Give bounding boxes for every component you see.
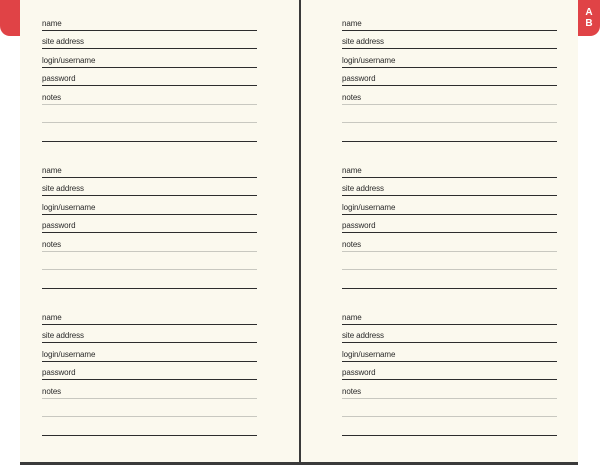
password-entry bbox=[342, 306, 557, 436]
password-field[interactable] bbox=[342, 362, 557, 381]
notes-line[interactable] bbox=[342, 123, 557, 142]
notes-label: notes bbox=[342, 239, 362, 249]
name-label: name bbox=[342, 312, 362, 322]
name-label: name bbox=[42, 312, 62, 322]
name-field[interactable] bbox=[342, 306, 557, 325]
site-address-label: site address bbox=[42, 184, 84, 193]
password-label: password bbox=[42, 221, 76, 230]
password-label: password bbox=[342, 221, 376, 230]
index-tab-left[interactable] bbox=[0, 0, 22, 36]
notes-field[interactable] bbox=[342, 380, 557, 399]
login-field[interactable] bbox=[42, 343, 257, 362]
tab-letter-a: A bbox=[585, 7, 593, 18]
site-address-field[interactable] bbox=[342, 178, 557, 197]
name-field[interactable] bbox=[342, 12, 557, 31]
name-label: name bbox=[342, 165, 362, 175]
name-field[interactable] bbox=[42, 12, 257, 31]
login-label: login/username bbox=[342, 202, 396, 212]
notes-label: notes bbox=[42, 239, 62, 249]
notes-field[interactable] bbox=[42, 380, 257, 399]
password-field[interactable] bbox=[42, 215, 257, 234]
site-address-field[interactable] bbox=[342, 325, 557, 344]
notes-line[interactable] bbox=[42, 252, 257, 271]
login-field[interactable] bbox=[342, 196, 557, 215]
notes-label: notes bbox=[342, 386, 362, 396]
notes-field[interactable] bbox=[42, 233, 257, 252]
password-label: password bbox=[342, 74, 376, 83]
name-field[interactable] bbox=[342, 159, 557, 178]
name-label: name bbox=[42, 165, 62, 175]
notes-label: notes bbox=[342, 92, 362, 102]
site-address-label: site address bbox=[342, 331, 384, 340]
login-label: login/username bbox=[42, 349, 96, 359]
login-label: login/username bbox=[42, 55, 96, 65]
name-field[interactable] bbox=[42, 306, 257, 325]
site-address-label: site address bbox=[42, 37, 84, 46]
login-label: login/username bbox=[42, 202, 96, 212]
notes-line[interactable] bbox=[342, 270, 557, 289]
site-address-field[interactable] bbox=[342, 31, 557, 50]
notes-line[interactable] bbox=[342, 417, 557, 436]
notes-label: notes bbox=[42, 92, 62, 102]
site-address-field[interactable] bbox=[42, 325, 257, 344]
password-label: password bbox=[342, 368, 376, 377]
login-field[interactable] bbox=[342, 49, 557, 68]
notes-field[interactable] bbox=[342, 233, 557, 252]
login-label: login/username bbox=[342, 349, 396, 359]
notes-line[interactable] bbox=[42, 417, 257, 436]
password-field[interactable] bbox=[42, 68, 257, 87]
password-field[interactable] bbox=[42, 362, 257, 381]
password-entry bbox=[42, 12, 257, 142]
login-label: login/username bbox=[342, 55, 396, 65]
notes-line[interactable] bbox=[42, 105, 257, 124]
password-label: password bbox=[42, 74, 76, 83]
password-entry bbox=[42, 306, 257, 436]
password-entry bbox=[342, 159, 557, 289]
index-tab-ab[interactable] bbox=[578, 0, 600, 36]
tab-letter-b: B bbox=[585, 18, 593, 29]
site-address-label: site address bbox=[342, 184, 384, 193]
name-field[interactable] bbox=[42, 159, 257, 178]
site-address-field[interactable] bbox=[42, 31, 257, 50]
password-field[interactable] bbox=[342, 215, 557, 234]
notes-line[interactable] bbox=[42, 270, 257, 289]
notes-line[interactable] bbox=[342, 252, 557, 271]
notes-line[interactable] bbox=[42, 123, 257, 142]
notes-line[interactable] bbox=[342, 399, 557, 418]
notes-line[interactable] bbox=[342, 105, 557, 124]
site-address-label: site address bbox=[42, 331, 84, 340]
login-field[interactable] bbox=[42, 196, 257, 215]
name-label: name bbox=[342, 18, 362, 28]
login-field[interactable] bbox=[342, 343, 557, 362]
notes-field[interactable] bbox=[342, 86, 557, 105]
notes-label: notes bbox=[42, 386, 62, 396]
password-field[interactable] bbox=[342, 68, 557, 87]
password-label: password bbox=[42, 368, 76, 377]
name-label: name bbox=[42, 18, 62, 28]
notes-field[interactable] bbox=[42, 86, 257, 105]
site-address-label: site address bbox=[342, 37, 384, 46]
notes-line[interactable] bbox=[42, 399, 257, 418]
site-address-field[interactable] bbox=[42, 178, 257, 197]
book-spine bbox=[299, 0, 301, 465]
login-field[interactable] bbox=[42, 49, 257, 68]
password-entry bbox=[342, 12, 557, 142]
password-entry bbox=[42, 159, 257, 289]
